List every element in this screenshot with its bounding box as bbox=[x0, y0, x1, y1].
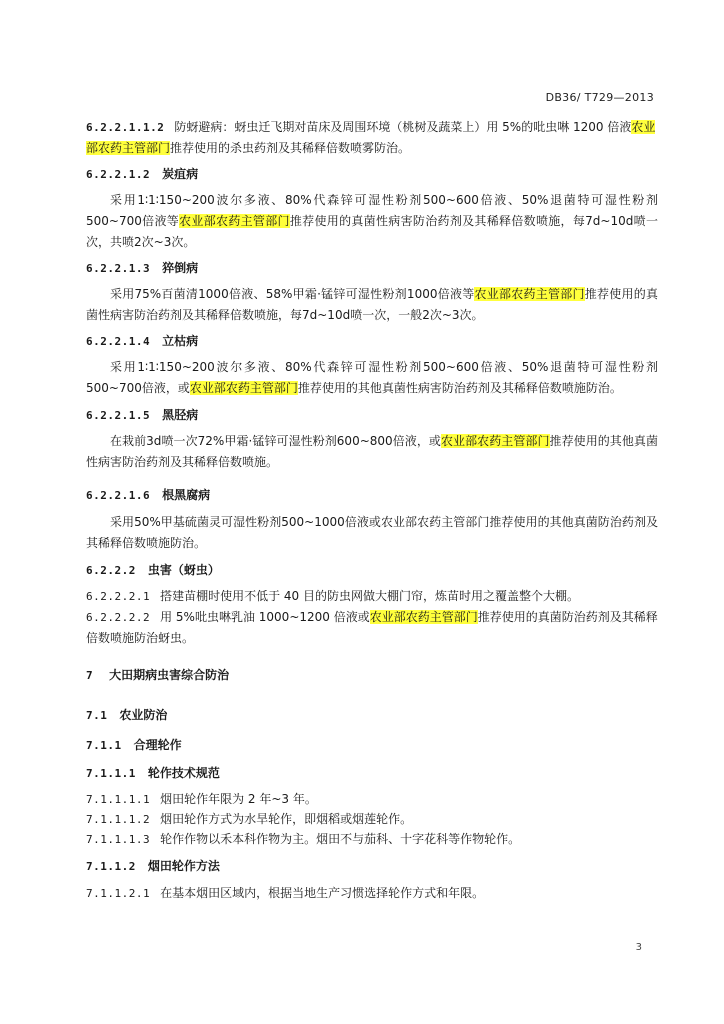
clause-6-2-2-2-2 bbox=[86, 607, 658, 649]
paragraph-text: 推荐使用的其他真菌性病害防治药剂及其稀释倍数喷施防治。 bbox=[297, 381, 622, 395]
highlighted-text: 农业部农药主管部门 bbox=[440, 434, 550, 448]
heading-title: 黑胫病 bbox=[162, 408, 199, 422]
section-7-1-1-2 bbox=[86, 856, 658, 877]
clause-text: 防蚜避病：蚜虫迁飞期对苗床及周围环境（桃树及蔬菜上）用 5%的吡虫啉 1200 倍液 bbox=[174, 120, 632, 134]
section-number: 7.1 bbox=[86, 709, 108, 722]
heading-6-2-2-1-2 bbox=[86, 164, 658, 185]
heading-number: 6.2.2.1.5 bbox=[86, 409, 151, 422]
clause-text: 在基本烟田区域内，根据当地生产习惯选择轮作方式和年限。 bbox=[160, 886, 485, 900]
clause-text: 搭建苗棚时使用不低于 40 目的防虫网做大棚门帘，炼苗时用之覆盖整个大棚。 bbox=[160, 589, 580, 603]
page-number: 3 bbox=[635, 942, 642, 953]
clause-number: 6.2.2.2.2 bbox=[86, 611, 151, 624]
clause-7-1-1-1-3 bbox=[86, 829, 658, 850]
section-title: 农业防治 bbox=[119, 708, 168, 722]
document-code: DB36/ T729—2013 bbox=[545, 91, 654, 104]
section-7-1-1-1 bbox=[86, 763, 658, 784]
section-number: 7 bbox=[86, 669, 94, 682]
clause-7-1-1-1-2 bbox=[86, 809, 658, 830]
paragraph-text: 采用50%甲基硫菌灵可湿性粉剂500~1000倍液或农业部农药主管部门推荐使用的其他真菌防治药剂及其稀释倍数喷施防治。 bbox=[86, 515, 658, 550]
heading-number: 6.2.2.1.3 bbox=[86, 262, 151, 275]
section-title: 烟田轮作方法 bbox=[147, 859, 220, 873]
highlighted-text: 农业部农药主管部门 bbox=[86, 120, 656, 155]
heading-number: 6.2.2.1.2 bbox=[86, 168, 151, 181]
paragraph-black-shank bbox=[86, 431, 658, 473]
highlighted-text: 农业部农药主管部门 bbox=[189, 381, 298, 395]
clause-text: 烟田轮作年限为 2 年~3 年。 bbox=[160, 792, 317, 806]
paragraph-black-root-rot bbox=[86, 512, 658, 554]
heading-title: 根黑腐病 bbox=[162, 488, 211, 502]
clause-text: 轮作作物以禾本科作物为主。烟田不与茄科、十字花科等作物轮作。 bbox=[160, 832, 521, 846]
heading-6-2-2-1-5 bbox=[86, 405, 658, 426]
clause-6-2-2-2-1 bbox=[86, 586, 658, 607]
section-7 bbox=[86, 665, 658, 686]
clause-text: 用 5%吡虫啉乳油 1000~1200 倍液或 bbox=[160, 610, 370, 624]
heading-title: 立枯病 bbox=[162, 334, 199, 348]
paragraph-text: 推荐使用的真菌性病害防治药剂及其稀释倍数喷施，每7d~10d喷一次，共喷2次~3次。 bbox=[86, 214, 658, 249]
clause-7-1-1-1-1 bbox=[86, 789, 658, 810]
heading-title: 虫害（蚜虫） bbox=[147, 563, 220, 577]
highlighted-text: 农业部农药主管部门 bbox=[369, 610, 478, 624]
heading-6-2-2-1-4 bbox=[86, 331, 658, 352]
heading-number: 6.2.2.1.6 bbox=[86, 489, 151, 502]
section-7-1-1 bbox=[86, 735, 658, 756]
heading-6-2-2-2 bbox=[86, 560, 658, 581]
heading-6-2-2-1-3 bbox=[86, 258, 658, 279]
section-title: 轮作技术规范 bbox=[147, 766, 220, 780]
heading-title: 炭疽病 bbox=[162, 167, 199, 181]
highlighted-text: 农业部农药主管部门 bbox=[474, 287, 585, 301]
clause-text: 推荐使用的真菌防治药剂及其稀释倍数喷施防治蚜虫。 bbox=[86, 610, 658, 645]
paragraph-text: 采用1∶1∶150~200波尔多液、80%代森锌可湿性粉剂500~600倍液、50%退菌特可湿性粉剂500~700倍液等 bbox=[86, 193, 658, 228]
section-7-1 bbox=[86, 705, 658, 726]
clause-number: 7.1.1.1.2 bbox=[86, 813, 151, 826]
paragraph-text: 推荐使用的真菌性病害防治药剂及其稀释倍数喷施，每7d~10d喷一次，一般2次~3次。 bbox=[86, 287, 658, 322]
paragraph-text: 采用1∶1∶150~200波尔多液、80%代森锌可湿性粉剂500~600倍液、50%退菌特可湿性粉剂500~700倍液，或 bbox=[86, 360, 658, 395]
heading-title: 猝倒病 bbox=[162, 261, 199, 275]
clause-text: 推荐使用的杀虫药剂及其稀释倍数喷雾防治。 bbox=[170, 141, 411, 155]
section-number: 7.1.1.1 bbox=[86, 767, 136, 780]
section-title: 合理轮作 bbox=[133, 738, 182, 752]
paragraph-anthracnose bbox=[86, 190, 658, 253]
heading-number: 6.2.2.1.4 bbox=[86, 335, 151, 348]
section-number: 7.1.1.2 bbox=[86, 860, 136, 873]
clause-text: 烟田轮作方式为水旱轮作，即烟稻或烟莲轮作。 bbox=[160, 812, 413, 826]
paragraph-text: 推荐使用的其他真菌性病害防治药剂及其稀释倍数喷施。 bbox=[86, 434, 658, 469]
paragraph-root-rot bbox=[86, 357, 658, 399]
paragraph-damping-off bbox=[86, 284, 658, 326]
clause-number: 7.1.1.1.1 bbox=[86, 793, 151, 806]
heading-6-2-2-1-6 bbox=[86, 485, 658, 506]
heading-number: 6.2.2.2 bbox=[86, 564, 136, 577]
section-number: 7.1.1 bbox=[86, 739, 122, 752]
paragraph-text: 在栽前3d喷一次72%甲霜·锰锌可湿性粉剂600~800倍液，或 bbox=[110, 434, 441, 448]
section-title: 大田期病虫害综合防治 bbox=[109, 668, 230, 682]
clause-number: 6.2.2.2.1 bbox=[86, 590, 151, 603]
highlighted-text: 农业部农药主管部门 bbox=[179, 214, 290, 228]
clause-7-1-1-2-1 bbox=[86, 883, 658, 904]
paragraph-text: 采用75%百菌清1000倍液、58%甲霜·锰锌可湿性粉剂1000倍液等 bbox=[110, 287, 475, 301]
clause-number: 7.1.1.2.1 bbox=[86, 887, 151, 900]
clause-number: 7.1.1.1.3 bbox=[86, 833, 151, 846]
clause-6-2-2-1-1-2 bbox=[86, 117, 658, 159]
clause-number: 6.2.2.1.1.2 bbox=[86, 121, 165, 134]
